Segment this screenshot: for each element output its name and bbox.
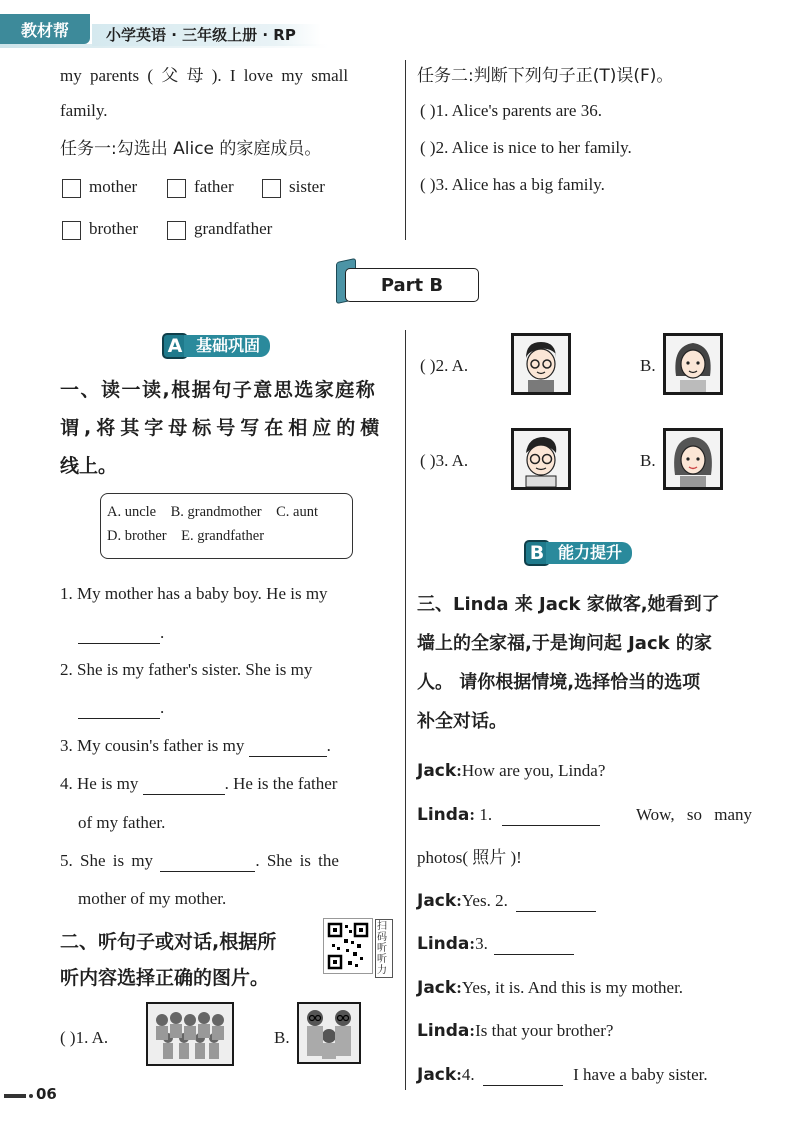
q2-item-2: ( )2. A.: [420, 356, 469, 375]
options-box: [100, 493, 353, 559]
section-a-title: 基础巩固: [184, 335, 270, 357]
checkbox-icon[interactable]: [62, 221, 81, 240]
sentence-1-blank[interactable]: .: [78, 622, 164, 644]
dialog-line: photos( 照片 )!: [417, 848, 522, 867]
q3-instruction: 补全对话。: [417, 711, 507, 732]
q1-instruction: 一、读一读,根据句子意思选家庭称: [60, 379, 377, 401]
sentence-2: 2. She is my father's sister. She is my: [60, 660, 313, 679]
q3-instruction: 人。 请你根据情境,选择恰当的选项: [417, 672, 701, 693]
qr-caption: 扫码听听力: [375, 919, 393, 978]
sentence-4-cont: of my father.: [78, 813, 166, 832]
dialog-line: Jack:Yes, it is. And this is my mother.: [417, 978, 684, 998]
sentence-2-blank[interactable]: .: [78, 697, 164, 719]
column-divider-main: [405, 330, 406, 1090]
q2-item-1-b: B.: [274, 1028, 290, 1047]
answer-blank[interactable]: [494, 938, 574, 955]
answer-blank[interactable]: [249, 740, 327, 757]
task1-title: 任务一:勾选出 Alice 的家庭成员。: [60, 139, 322, 159]
page-number: 06: [36, 1085, 57, 1103]
tf-item: ( )2. Alice is nice to her family.: [420, 138, 632, 157]
section-b-tag: [524, 540, 632, 566]
task2-title: 任务二:判断下列句子正(T)误(F)。: [417, 66, 674, 86]
q3-instruction: 三、Linda 来 Jack 家做客,她看到了: [417, 594, 720, 615]
sentence-1: 1. My mother has a baby boy. He is my: [60, 584, 328, 603]
answer-blank[interactable]: [502, 809, 600, 826]
checkbox-icon[interactable]: [262, 179, 281, 198]
q1-instruction: 谓,将其字母标号写在相应的横: [60, 417, 385, 439]
family-photo-large-icon[interactable]: [146, 1002, 234, 1066]
footer-dot: [29, 1094, 33, 1098]
answer-blank[interactable]: [78, 702, 160, 719]
q1-instruction: 线上。: [60, 455, 118, 477]
woman-portrait-icon[interactable]: [663, 428, 723, 490]
brand-logo: 教材帮: [0, 14, 90, 44]
q2-item-3: ( )3. A.: [420, 451, 469, 470]
section-a-letter: A: [162, 333, 188, 359]
sentence-3: 3. My cousin's father is my .: [60, 736, 331, 755]
options-row: D. brother E. grandfather: [107, 528, 265, 544]
dialog-line: Linda:3.: [417, 933, 574, 955]
answer-blank[interactable]: [160, 855, 255, 872]
section-b-letter: B: [524, 540, 550, 566]
checkbox-brother[interactable]: brother: [62, 218, 138, 240]
dialog-line: Jack:How are you, Linda?: [417, 761, 606, 781]
q3-instruction: 墙上的全家福,于是询问起 Jack 的家: [417, 633, 712, 654]
tf-item: ( )1. Alice's parents are 36.: [420, 101, 602, 120]
girl-portrait-icon[interactable]: [663, 333, 723, 395]
boy-glasses-portrait-icon[interactable]: [511, 333, 571, 395]
man-glasses-portrait-icon[interactable]: [511, 428, 571, 490]
qr-code-icon[interactable]: [323, 918, 373, 974]
dialog-line: Jack:4. I have a baby sister.: [417, 1065, 708, 1085]
checkbox-father[interactable]: father: [167, 176, 234, 198]
book-title: 小学英语 · 三年级上册 · RP: [92, 24, 321, 46]
checkbox-icon[interactable]: [167, 179, 186, 198]
q2-item-2-b: B.: [640, 356, 656, 375]
answer-blank[interactable]: [516, 895, 596, 912]
column-divider-top: [405, 60, 406, 240]
sentence-4: 4. He is my . He is the father: [60, 774, 338, 793]
q2-instruction: 二、听句子或对话,根据所: [60, 931, 277, 953]
answer-blank[interactable]: [483, 1069, 563, 1086]
footer-mark: [4, 1094, 26, 1098]
sentence-5-cont: mother of my mother.: [78, 889, 227, 908]
answer-blank[interactable]: [78, 627, 160, 644]
tf-item: ( )3. Alice has a big family.: [420, 175, 605, 194]
checkbox-icon[interactable]: [62, 179, 81, 198]
checkbox-grandfather[interactable]: grandfather: [167, 218, 272, 240]
passage-line: my parents ( 父 母 ). I love my small: [60, 66, 349, 85]
section-a-tag: [162, 333, 270, 359]
checkbox-sister[interactable]: sister: [262, 176, 325, 198]
passage-line: family.: [60, 101, 108, 120]
q2-instruction: 听内容选择正确的图片。: [60, 967, 270, 989]
part-b-heading: Part B: [345, 268, 479, 302]
dialog-line: Linda:Is that your brother?: [417, 1021, 614, 1041]
section-b-title: 能力提升: [546, 542, 632, 564]
q2-item-3-b: B.: [640, 451, 656, 470]
answer-blank[interactable]: [143, 778, 225, 795]
checkbox-icon[interactable]: [167, 221, 186, 240]
options-row: A. uncle B. grandmother C. aunt: [107, 504, 319, 520]
checkbox-mother[interactable]: mother: [62, 176, 137, 198]
dialog-line: Jack:Yes. 2.: [417, 890, 596, 912]
q2-item-1: ( )1. A.: [60, 1028, 109, 1047]
dialog-line: Linda: 1. Wow, so many: [417, 805, 752, 825]
family-photo-small-icon[interactable]: [297, 1002, 361, 1064]
sentence-5: 5. She is my . She is the: [60, 851, 339, 870]
